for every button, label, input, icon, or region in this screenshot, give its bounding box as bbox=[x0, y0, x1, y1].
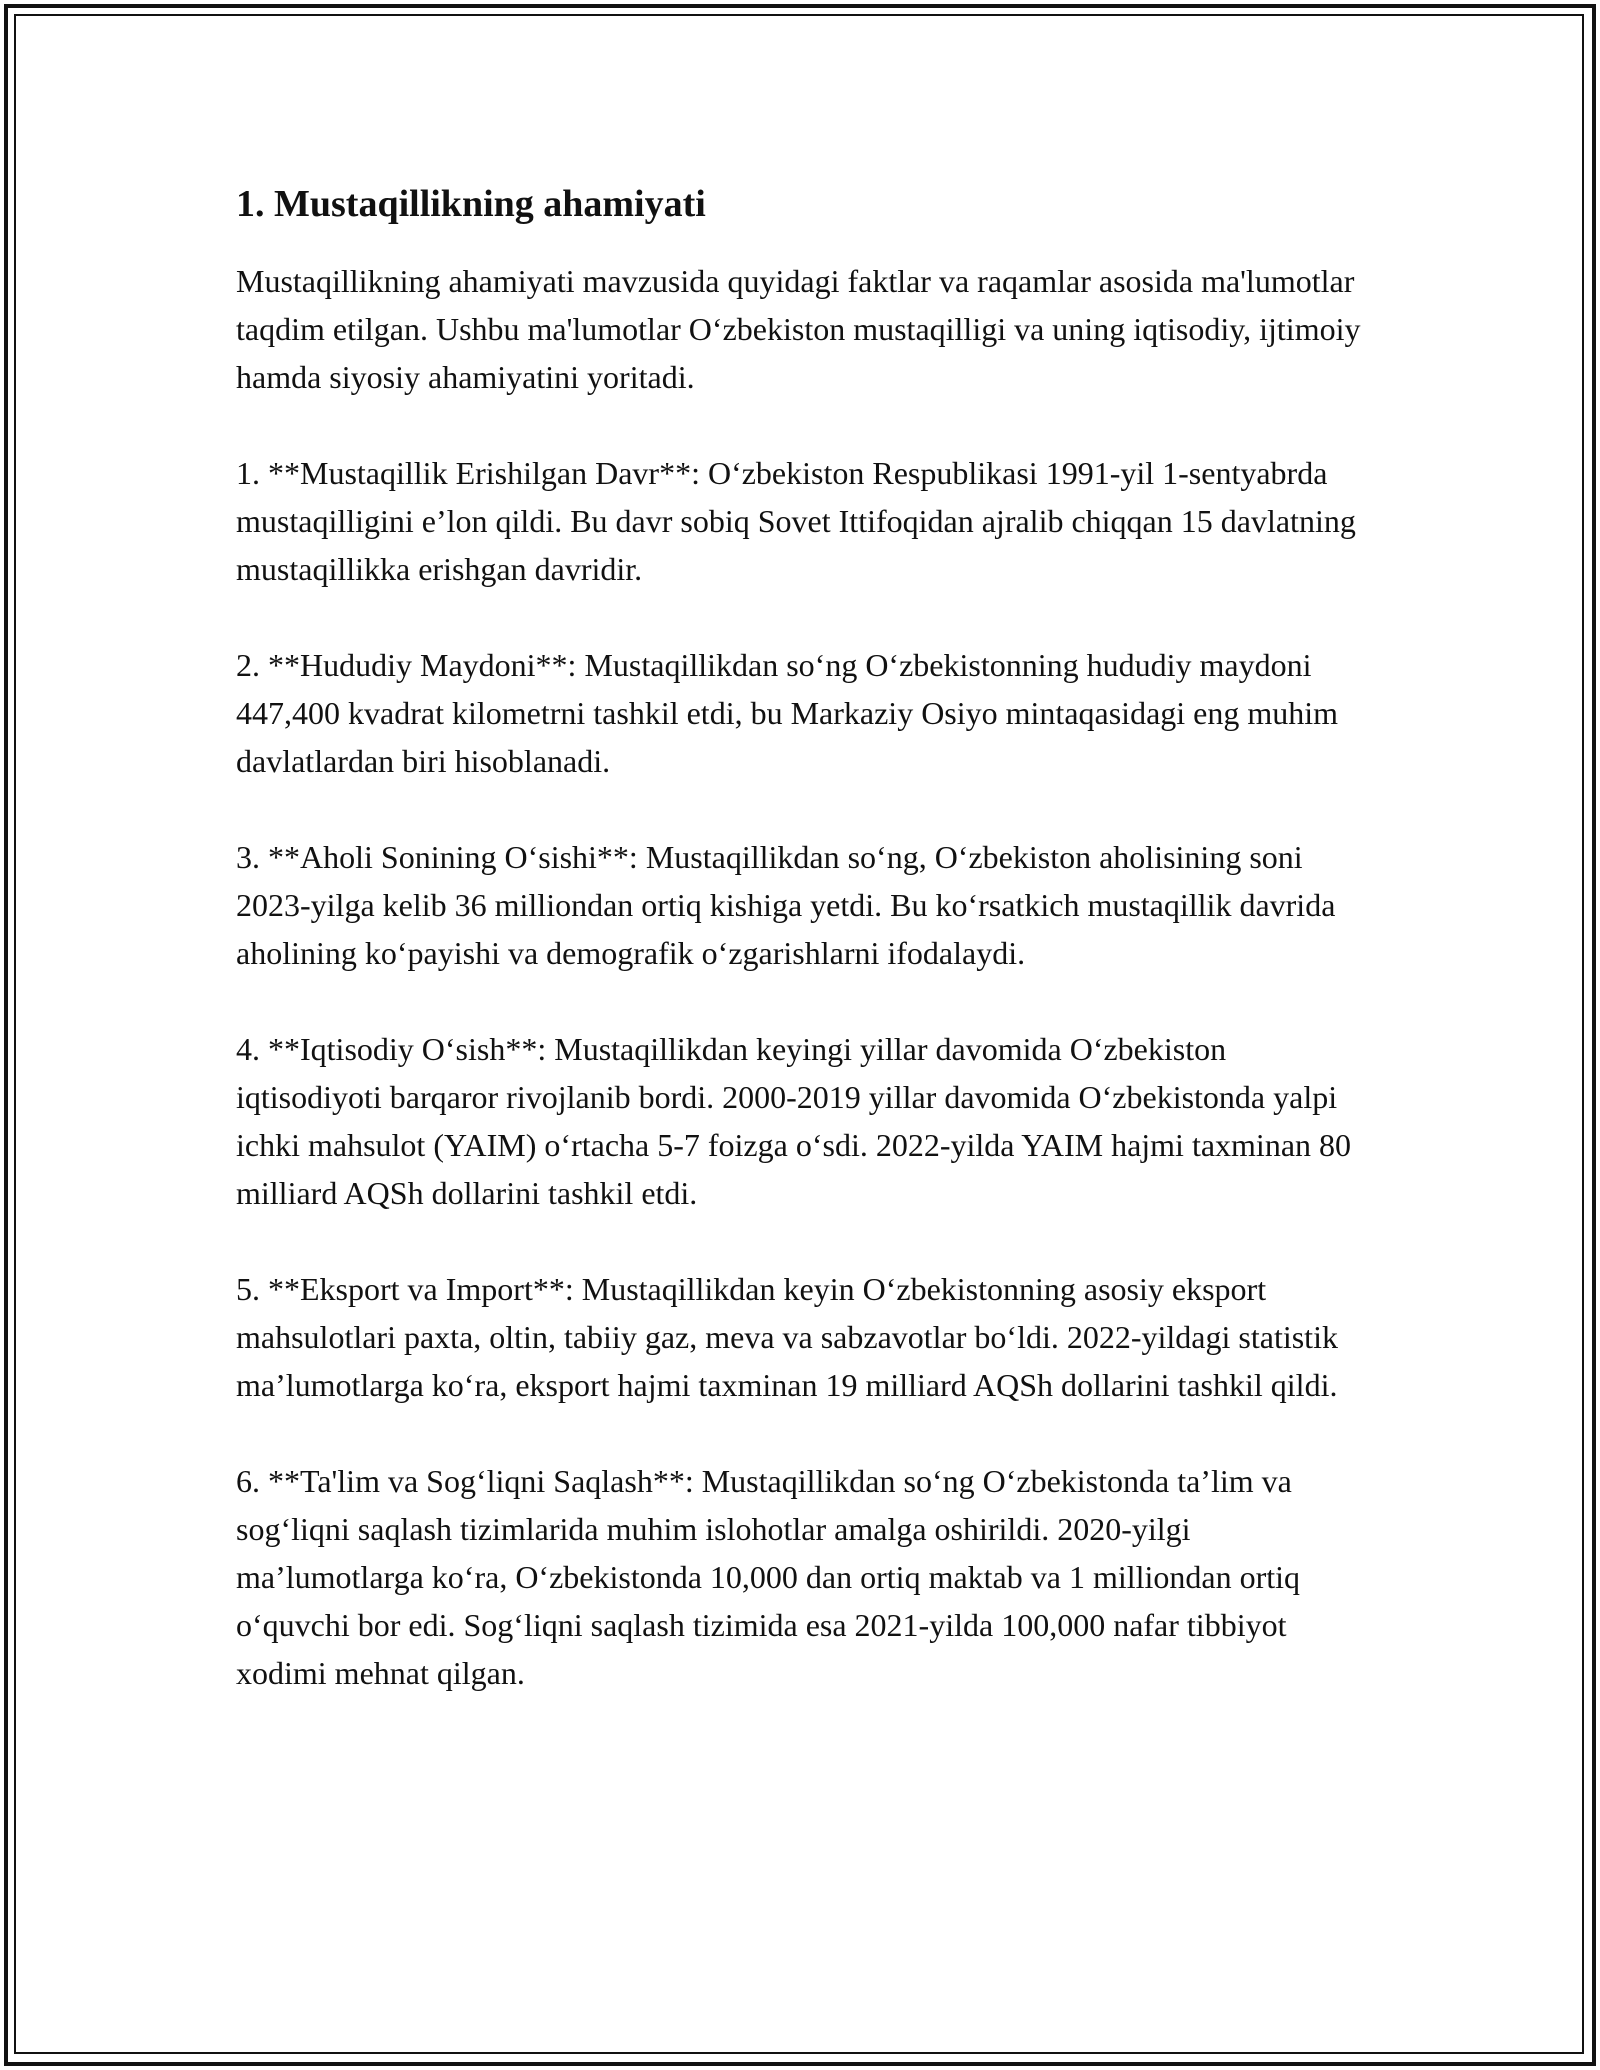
fact-item-6: 6. **Ta'lim va Sog‘liqni Saqlash**: Mustaqillikdan so‘ng O‘zbekistonda ta’lim va sog‘liqni saqlash tizimlarida muhim islohotlar amalga oshirildi. 2020-yilgi ma’lumotlarga ko‘ra, O‘zbekistonda 10,000 dan ortiq maktab va 1 milliondan ortiq o‘quvchi bor edi. Sog‘liqni saqlash tizimida esa 2021-yilda 100,000 nafar tibbiyot xodimi mehnat qilgan. bbox=[236, 1463, 1301, 1692]
document-body bbox=[236, 180, 1366, 1745]
fact-item-3: 3. **Aholi Sonining O‘sishi**: Mustaqillikdan so‘ng, O‘zbekiston aholisining soni 2023-yilga kelib 36 milliondan ortiq kishiga yetdi. Bu ko‘rsatkich mustaqillik davrida aholining ko‘payishi va demografik o‘zgarishlarni ifodalaydi. bbox=[236, 839, 1336, 972]
fact-item-1: 1. **Mustaqillik Erishilgan Davr**: O‘zbekiston Respublikasi 1991-yil 1-sentyabrda mustaqilligini e’lon qildi. Bu davr sobiq Sovet Ittifoqidan ajralib chiqqan 15 davlatning mustaqillikka erishgan davridir. bbox=[236, 455, 1356, 588]
fact-item-5: 5. **Eksport va Import**: Mustaqillikdan keyin O‘zbekistonning asosiy eksport mahsulotlari paxta, oltin, tabiiy gaz, meva va sabzavotlar bo‘ldi. 2022-yildagi statistik ma’lumotlarga ko‘ra, eksport hajmi taxminan 19 milliard AQSh dollarini tashkil qildi. bbox=[236, 1271, 1338, 1404]
fact-item-2: 2. **Hududiy Maydoni**: Mustaqillikdan so‘ng O‘zbekistonning hududiy maydoni 447,400 kvadrat kilometrni tashkil etdi, bu Markaziy Osiyo mintaqasidagi eng muhim davlatlardan biri hisoblanadi. bbox=[236, 647, 1339, 780]
fact-item-4: 4. **Iqtisodiy O‘sish**: Mustaqillikdan keyingi yillar davomida O‘zbekiston iqtisodiyoti barqaror rivojlanib bordi. 2000-2019 yillar davomida O‘zbekistonda yalpi ichki mahsulot (YAIM) o‘rtacha 5-7 foizga o‘sdi. 2022-yilda YAIM hajmi taxminan 80 milliard AQSh dollarini tashkil etdi. bbox=[236, 1031, 1352, 1212]
section-heading: 1. Mustaqillikning ahamiyati bbox=[236, 183, 706, 225]
intro-paragraph: Mustaqillikning ahamiyati mavzusida quyidagi faktlar va raqamlar asosida ma'lumotlar taqdim etilgan. Ushbu ma'lumotlar O‘zbekiston mustaqilligi va uning iqtisodiy, ijtimoiy hamda siyosiy ahamiyatini yoritadi. bbox=[236, 263, 1361, 396]
